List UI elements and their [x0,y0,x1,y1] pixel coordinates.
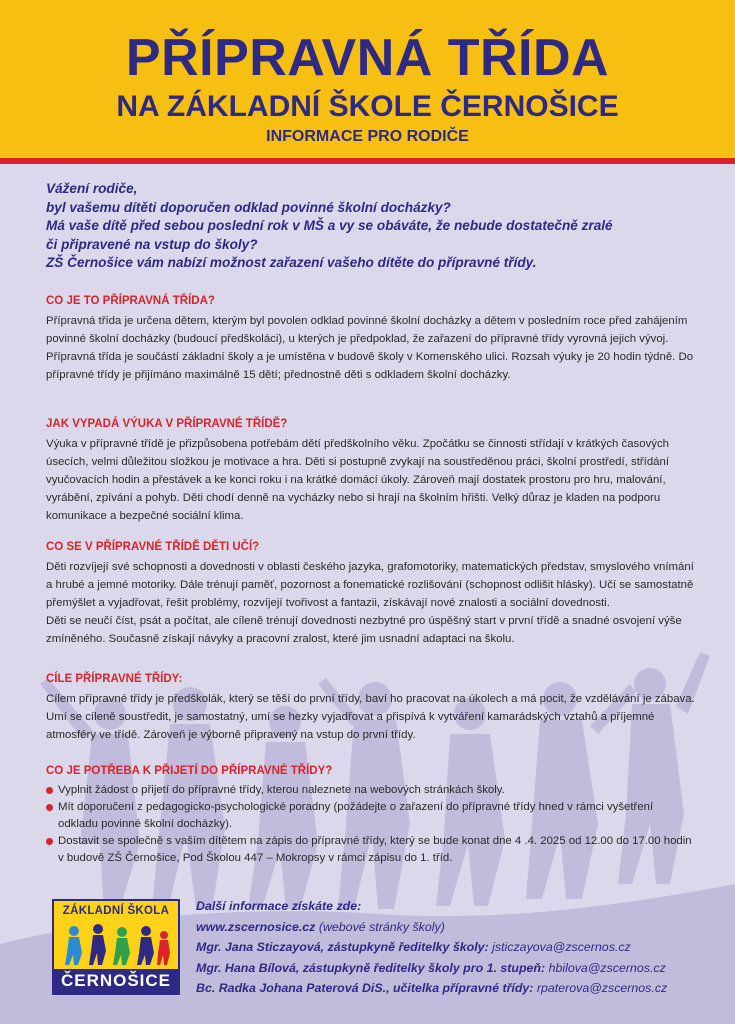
section-goals [46,672,696,744]
kids-logo-icon [60,923,172,967]
header-banner [0,0,735,158]
section-paragraph: Děti rozvíjejí své schopnosti a dovednosti v oblasti českého jazyka, grafomotoriky, matematických představ, smyslového vnímání a hrubé a jemné motoriky. Dále trénují paměť, pozornost a fonematické rozlišování (schopnost odlišit hlásky). Učí se samostatně přemýšlet a vyjadřovat, řešit problémy, rozvíjejí tvořivost a fantazii, získávají nové znalosti a sociální dovednosti. [46,561,694,609]
section-heading: JAK VYPADÁ VÝUKA V PŘÍPRAVNÉ TŘÍDĚ? [46,418,288,430]
intro-questions [46,180,696,273]
contact-person [196,937,706,958]
website-note: (webové stránky školy) [318,919,445,934]
section-paragraph: Přípravná třída je určena dětem, kterým byl povolen odklad povinné školní docházky a dětem v posledním roce před zahájením povinné školní docházky (budoucí předškoláci), u kterých je předpoklad, že zařazení do přípravné třídy vyrovná jejich vývoj. Přípravná třída je součástí základní školy a je umístěna v budově školy v Komenského ulici. Rozsah výuky je 20 hodin týdně. Do přípravné třídy je přijímáno maximálně 15 dětí; přednostně děti s odkladem školní docházky. [46,315,694,381]
school-logo [52,899,180,995]
intro-line: Vážení rodiče, [46,181,138,196]
contact-email-link[interactable]: hbilova@zscernos.cz [548,960,666,975]
section-admission [46,764,696,867]
section-paragraph: Cílem přípravné třídy je předškolák, který se těší do první třídy, baví ho pracovat na úkolech a má pocit, že vzdělávání je zábava. Umí se cíleně soustředit, je samostatný, umí se hezky vyjadřovat a přispívá k vytváření kamarádských vztahů a příjemné atmosféry ve třídě. Zároveň je výborně připravený na vstup do první třídy. [46,693,695,741]
section-teaching [46,417,696,525]
section-what-is [46,294,696,384]
section-heading: CO JE POTŘEBA K PŘIJETÍ DO PŘÍPRAVNÉ TŘÍDY? [46,765,333,777]
contact-name: Bc. Radka Johana Paterová DiS., učitelka přípravné třídy: [196,981,534,995]
intro-line: byl vašemu dítěti doporučen odklad povinné školní docházky? [46,199,451,215]
section-paragraph: Výuka v přípravné třídě je přizpůsobena potřebám dětí předškolního věku. Zpočátku se činnosti střídají v krátkých časových úsecích, velmi důležitou složkou je motivace a hra. Děti si postupně zvykají na soustředěnou práci, školní prostředí, střídání vyučovacích hodin a přestávek a ke konci roku i na krátké domácí úkoly. Zároveň mají dostatek prostoru pro hru, malování, vyrábění, zpívání a pohyb. Děti chodí denně na vycházky nebo si hrají na školním hřišti. Velký důraz je kladen na podporu komunikace a bezpečné sociální klima. [46,438,670,522]
contact-email-link[interactable]: jsticzayova@zscernos.cz [492,940,631,954]
page-title: PŘÍPRAVNÁ TŘÍDA [125,29,610,87]
list-item: Dostavit se společně s vaším dítětem na zápis do přípravné třídy, který se bude konat dne 4 .4. 2025 od 12.00 do 17.00 hodin v budově ZŠ Černošice, Pod Školou 447 – Mokropsy v rámci zápisu do 1. tříd. [46,833,696,867]
contact-person [196,958,706,979]
section-heading: CO SE V PŘÍPRAVNÉ TŘÍDĚ DĚTI UČÍ? [46,541,260,553]
content-area [0,164,735,1024]
contact-web-line [196,917,706,938]
contact-name: Mgr. Jana Sticzayová, zástupkyně ředitelky školy: [196,940,489,954]
admission-list [46,782,696,867]
contact-email-link[interactable]: rpaterova@zscernos.cz [536,981,668,995]
intro-line: či připravené na vstup do školy? [46,236,258,252]
intro-line: ZŠ Černošice vám nabízí možnost zařazení vašeho dítěte do přípravné třídy. [46,255,537,270]
website-link[interactable]: www.zscernosice.cz [196,919,316,934]
section-heading: CO JE TO PŘÍPRAVNÁ TŘÍDA? [46,295,215,307]
contact-person [196,978,706,999]
contact-info [196,896,706,999]
section-heading: CÍLE PŘÍPRAVNÉ TŘÍDY: [46,673,183,685]
page-tagline: INFORMACE PRO RODIČE [266,128,469,145]
page-subtitle: NA ZÁKLADNÍ ŠKOLE ČERNOŠICE [116,90,619,123]
logo-top-text: ZÁKLADNÍ ŠKOLA [62,905,170,917]
contact-intro: Další informace získáte zde: [196,899,362,913]
section-learning [46,540,696,648]
contact-name: Mgr. Hana Bílová, zástupkyně ředitelky školy pro 1. stupeň: [196,960,546,975]
list-item: Vyplnit žádost o přijetí do přípravné třídy, kterou naleznete na webových stránkách školy. [46,782,696,799]
logo-bottom-text: ČERNOŠICE [54,969,178,993]
section-paragraph: Děti se neučí číst, psát a počítat, ale cíleně trénují dovednosti nezbytné pro úspěšný start v první třídě a snadné osvojení výše zmíněného. Současně získají návyky a pracovní zralost, které jim usnadní adaptaci na školu. [46,615,682,645]
list-item: Mít doporučení z pedagogicko-psychologické poradny (požádejte o zařazení do přípravné třídy hned v rámci vyšetření odkladu povinné školní docházky). [46,799,696,833]
intro-line: Má vaše dítě před sebou poslední rok v MŠ a vy se obáváte, že nebude dostatečně zralé [46,218,613,233]
